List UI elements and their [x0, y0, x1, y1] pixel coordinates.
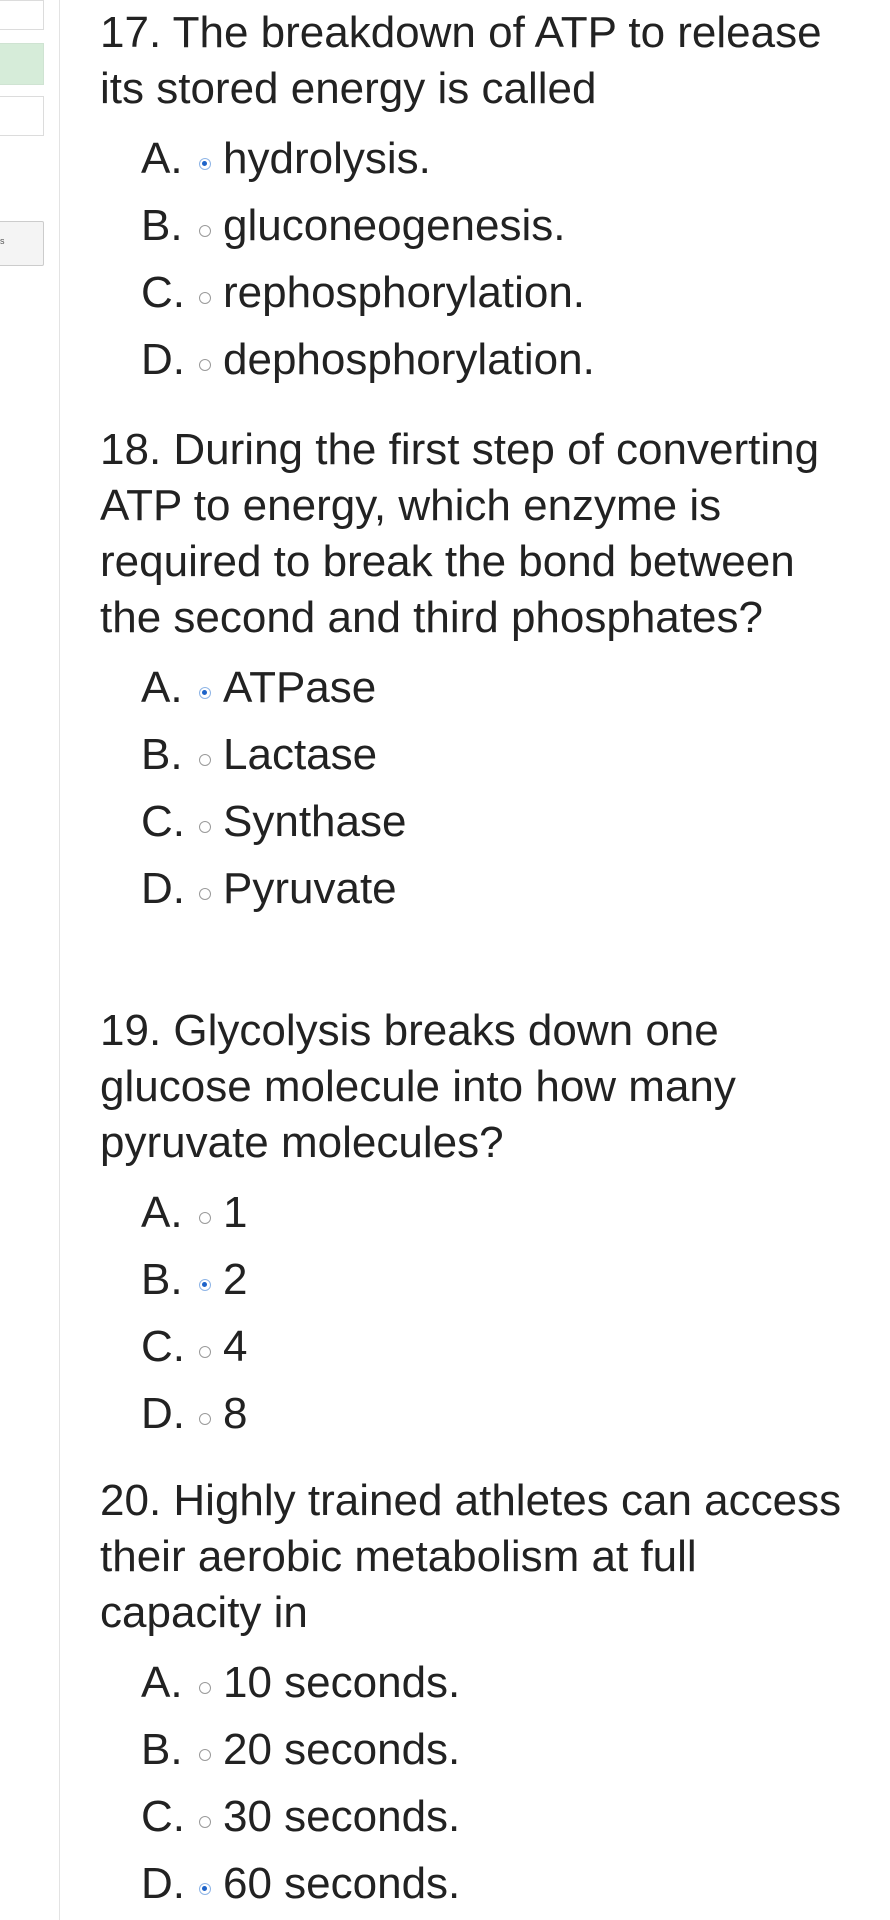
- option-letter: C.: [141, 1791, 185, 1841]
- question-text: 17. The breakdown of ATP to release its stored energy is called: [100, 8, 822, 113]
- option-text: rephosphorylation.: [223, 267, 586, 317]
- radio-button[interactable]: [199, 292, 211, 304]
- radio-button[interactable]: [199, 754, 211, 766]
- option-d[interactable]: [141, 1850, 860, 1917]
- question-text: 19. Glycolysis breaks down one glucose molecule into how many pyruvate molecules?: [100, 1006, 736, 1167]
- radio-button[interactable]: [199, 1212, 211, 1224]
- sidebar-blank-box[interactable]: [0, 96, 44, 136]
- radio-button[interactable]: [199, 1816, 211, 1828]
- option-letter: D.: [141, 1858, 185, 1908]
- sidebar-top-box[interactable]: [0, 0, 44, 30]
- question-19: [100, 998, 860, 1447]
- option-a[interactable]: [141, 654, 860, 721]
- option-letter: B.: [141, 1254, 183, 1304]
- radio-button[interactable]: [199, 888, 211, 900]
- option-text: 10 seconds.: [223, 1657, 461, 1707]
- option-text: gluconeogenesis.: [223, 200, 566, 250]
- option-letter: A.: [141, 662, 183, 712]
- option-text: hydrolysis.: [223, 133, 431, 183]
- option-c[interactable]: [141, 1783, 860, 1850]
- option-b[interactable]: [141, 192, 860, 259]
- option-letter: C.: [141, 267, 185, 317]
- sidebar-button-label: s: [0, 236, 5, 246]
- option-text: 1: [223, 1187, 248, 1237]
- option-d[interactable]: [141, 326, 860, 393]
- sidebar-highlighted-box[interactable]: [0, 43, 44, 85]
- option-text: Lactase: [223, 729, 378, 779]
- option-letter: A.: [141, 1187, 183, 1237]
- option-b[interactable]: [141, 1246, 860, 1313]
- radio-button[interactable]: [199, 821, 211, 833]
- question-text: 18. During the first step of converting ATP to energy, which enzyme is required to break the bond between the second and third phosphates?: [100, 425, 820, 642]
- left-sidebar: [0, 0, 60, 1920]
- option-letter: C.: [141, 796, 185, 846]
- option-a[interactable]: [141, 1649, 860, 1716]
- option-d[interactable]: [141, 855, 860, 922]
- option-text: 20 seconds.: [223, 1724, 461, 1774]
- option-text: ATPase: [223, 662, 377, 712]
- option-text: 8: [223, 1388, 248, 1438]
- option-text: 60 seconds.: [223, 1858, 461, 1908]
- option-text: Synthase: [223, 796, 407, 846]
- option-c[interactable]: [141, 259, 860, 326]
- radio-button[interactable]: [199, 359, 211, 371]
- answer-options: [100, 1179, 860, 1447]
- option-text: 2: [223, 1254, 248, 1304]
- radio-button[interactable]: [199, 1883, 211, 1895]
- option-letter: D.: [141, 1388, 185, 1438]
- radio-button[interactable]: [199, 1279, 211, 1291]
- option-d[interactable]: [141, 1380, 860, 1447]
- option-text: dephosphorylation.: [223, 334, 595, 384]
- option-letter: B.: [141, 729, 183, 779]
- sidebar-button[interactable]: [0, 221, 44, 266]
- option-letter: A.: [141, 1657, 183, 1707]
- option-a[interactable]: [141, 1179, 860, 1246]
- question-20: [100, 1468, 860, 1917]
- option-letter: B.: [141, 1724, 183, 1774]
- radio-button[interactable]: [199, 225, 211, 237]
- option-c[interactable]: [141, 1313, 860, 1380]
- option-text: Pyruvate: [223, 863, 397, 913]
- question-17: [100, 0, 860, 393]
- answer-options: [100, 1649, 860, 1917]
- radio-button[interactable]: [199, 1749, 211, 1761]
- answer-options: [100, 125, 860, 393]
- option-c[interactable]: [141, 788, 860, 855]
- question-text: 20. Highly trained athletes can access their aerobic metabolism at full capacity in: [100, 1476, 842, 1637]
- option-a[interactable]: [141, 125, 860, 192]
- radio-button[interactable]: [199, 1346, 211, 1358]
- option-letter: C.: [141, 1321, 185, 1371]
- option-text: 30 seconds.: [223, 1791, 461, 1841]
- question-18: [100, 417, 860, 922]
- answer-options: [100, 654, 860, 922]
- option-letter: B.: [141, 200, 183, 250]
- option-b[interactable]: [141, 1716, 860, 1783]
- option-text: 4: [223, 1321, 248, 1371]
- radio-button[interactable]: [199, 158, 211, 170]
- radio-button[interactable]: [199, 1413, 211, 1425]
- option-letter: A.: [141, 133, 183, 183]
- radio-button[interactable]: [199, 687, 211, 699]
- option-b[interactable]: [141, 721, 860, 788]
- option-letter: D.: [141, 334, 185, 384]
- radio-button[interactable]: [199, 1682, 211, 1694]
- option-letter: D.: [141, 863, 185, 913]
